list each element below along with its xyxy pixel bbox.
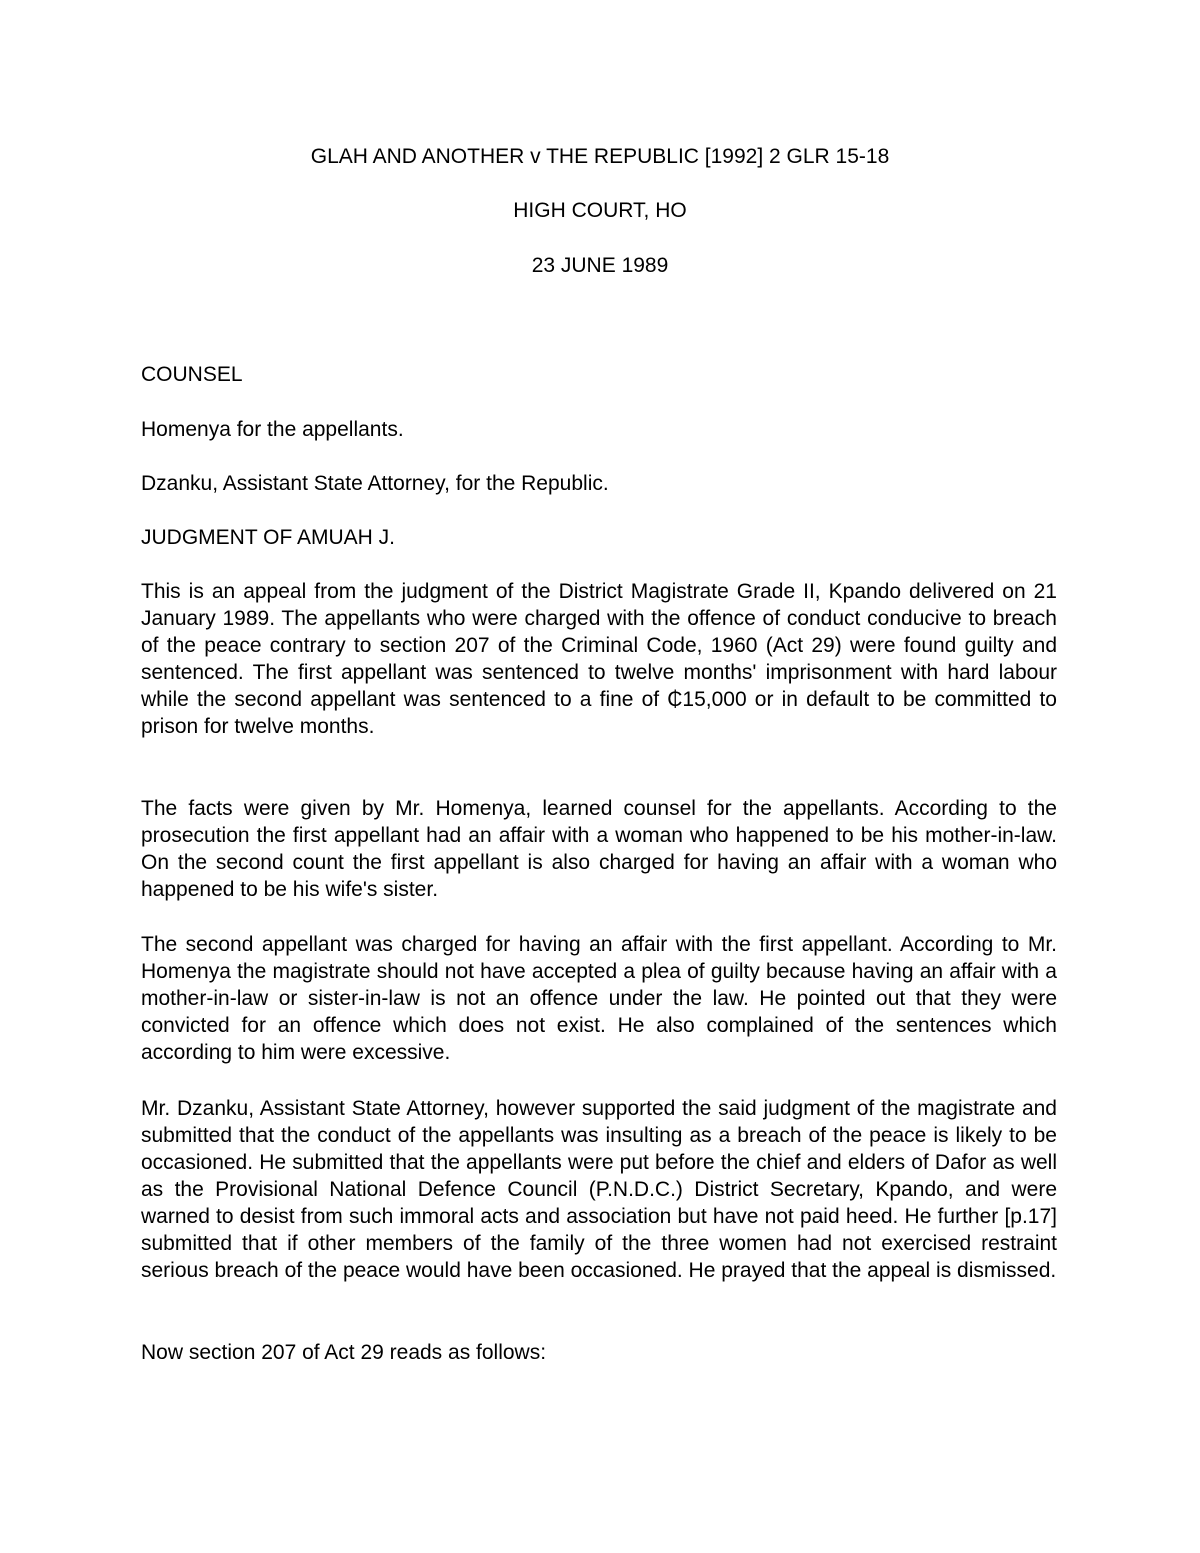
judgment-paragraph-4: Mr. Dzanku, Assistant State Attorney, however supported the said judgment of the magistrate and submitted that the conduct of the appellants was insulting as a breach of the peace is likely to be occasioned. He submitted that the appellants were put before the chief and elders of Dafor as well as the Provisional National Defence Council (P.N.D.C.) District Secretary, Kpando, and were warned to desist from such immoral acts and association but have not paid heed. He further [p.17] submitted that if other members of the family of the three women had not exercised restraint serious breach of the peace would have been occasioned. He prayed that the appeal is dismissed. xyxy=(141,1097,1057,1282)
counsel-heading: COUNSEL xyxy=(141,363,243,386)
judgment-paragraph-3: The second appellant was charged for having an affair with the first appellant. According to Mr. Homenya the magistrate should not have accepted a plea of guilty because having an affair with a mother-in-law or sister-in-law is not an offence under the law. He pointed out that they were convicted for an offence which does not exist. He also complained of the sentences which according to him were excessive. xyxy=(141,933,1057,1064)
court-name: HIGH COURT, HO xyxy=(513,199,687,222)
counsel-republic: Dzanku, Assistant State Attorney, for the Republic. xyxy=(141,472,609,495)
judgment-paragraph-5: Now section 207 of Act 29 reads as follows: xyxy=(141,1341,547,1364)
judgment-paragraph-1: This is an appeal from the judgment of the District Magistrate Grade II, Kpando delivered on 21 January 1989. The appellants who were charged with the offence of conduct conducive to breach of the peace contrary to section 207 of the Criminal Code, 1960 (Act 29) were found guilty and sentenced. The first appellant was sentenced to twelve months' imprisonment with hard labour while the second appellant was sentenced to a fine of ₵15,000 or in default to be committed to prison for twelve months. xyxy=(141,580,1057,738)
judgment-paragraph-2: The facts were given by Mr. Homenya, learned counsel for the appellants. According to the prosecution the first appellant had an affair with a woman who happened to be his mother-in-law. On the second count the first appellant is also charged for having an affair with a woman who happened to be his wife's sister. xyxy=(141,797,1057,901)
case-title: GLAH AND ANOTHER v THE REPUBLIC [1992] 2 GLR 15-18 xyxy=(310,145,890,168)
judgment-heading: JUDGMENT OF AMUAH J. xyxy=(141,526,395,549)
judgment-date: 23 JUNE 1989 xyxy=(531,254,669,277)
counsel-appellants: Homenya for the appellants. xyxy=(141,418,404,441)
